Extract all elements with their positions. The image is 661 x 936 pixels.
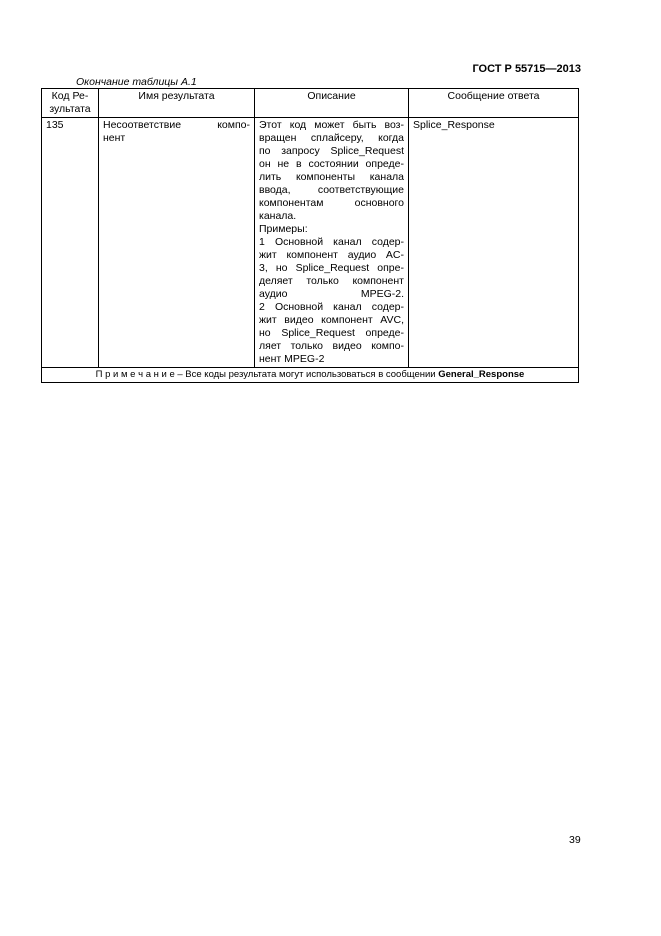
document-code: ГОСТ Р 55715—2013	[472, 63, 581, 75]
description-line: 2 Основной канал содер-	[259, 301, 404, 313]
description-line: Этот код может быть воз-	[259, 119, 404, 131]
header-description: Описание	[255, 89, 409, 118]
description-line: лить компоненты канала	[259, 171, 404, 183]
description-line: вращен сплайсеру, когда	[259, 132, 404, 144]
cell-result-name: Несоответствие компо- нент	[99, 118, 255, 368]
description-line: деляет только компонент	[259, 275, 404, 287]
description-line: ляет только видео компо-	[259, 340, 404, 352]
table-header-row	[42, 89, 579, 118]
description-line: но Splice_Request опреде-	[259, 327, 404, 339]
table-row	[42, 118, 579, 368]
table-note: П р и м е ч а н и е – Все коды результата могут использоваться в сообщении General_Response	[42, 368, 579, 383]
table-note-row	[42, 368, 579, 383]
table-caption: Окончание таблицы А.1	[76, 76, 197, 88]
description-line: жит видео компонент AVC,	[259, 314, 404, 326]
result-codes-table	[41, 88, 579, 383]
description-line: ввода, соответствующие	[259, 184, 404, 196]
description-line: 1 Основной канал содер-	[259, 236, 404, 248]
description-line: он не в состоянии опреде-	[259, 158, 404, 170]
description-line: по запросу Splice_Request	[259, 145, 404, 157]
page-number: 39	[569, 834, 581, 846]
description-line: канала.	[259, 210, 297, 222]
header-result-name: Имя результата	[99, 89, 255, 118]
header-code: Код Ре- зультата	[42, 89, 99, 118]
description-line: нент MPEG-2	[259, 353, 325, 365]
cell-description	[255, 118, 409, 368]
description-line: 3, но Splice_Request опре-	[259, 262, 404, 274]
description-line: Примеры:	[259, 223, 308, 235]
description-line: аудио MPEG-2.	[259, 288, 404, 300]
description-line: компонентам основного	[259, 197, 404, 209]
cell-code: 135	[42, 118, 99, 368]
description-line: жит компонент аудио AC-	[259, 249, 404, 261]
note-bold-term: General_Response	[438, 369, 525, 380]
header-response-message: Сообщение ответа	[409, 89, 579, 118]
cell-response-message: Splice_Response	[409, 118, 579, 368]
